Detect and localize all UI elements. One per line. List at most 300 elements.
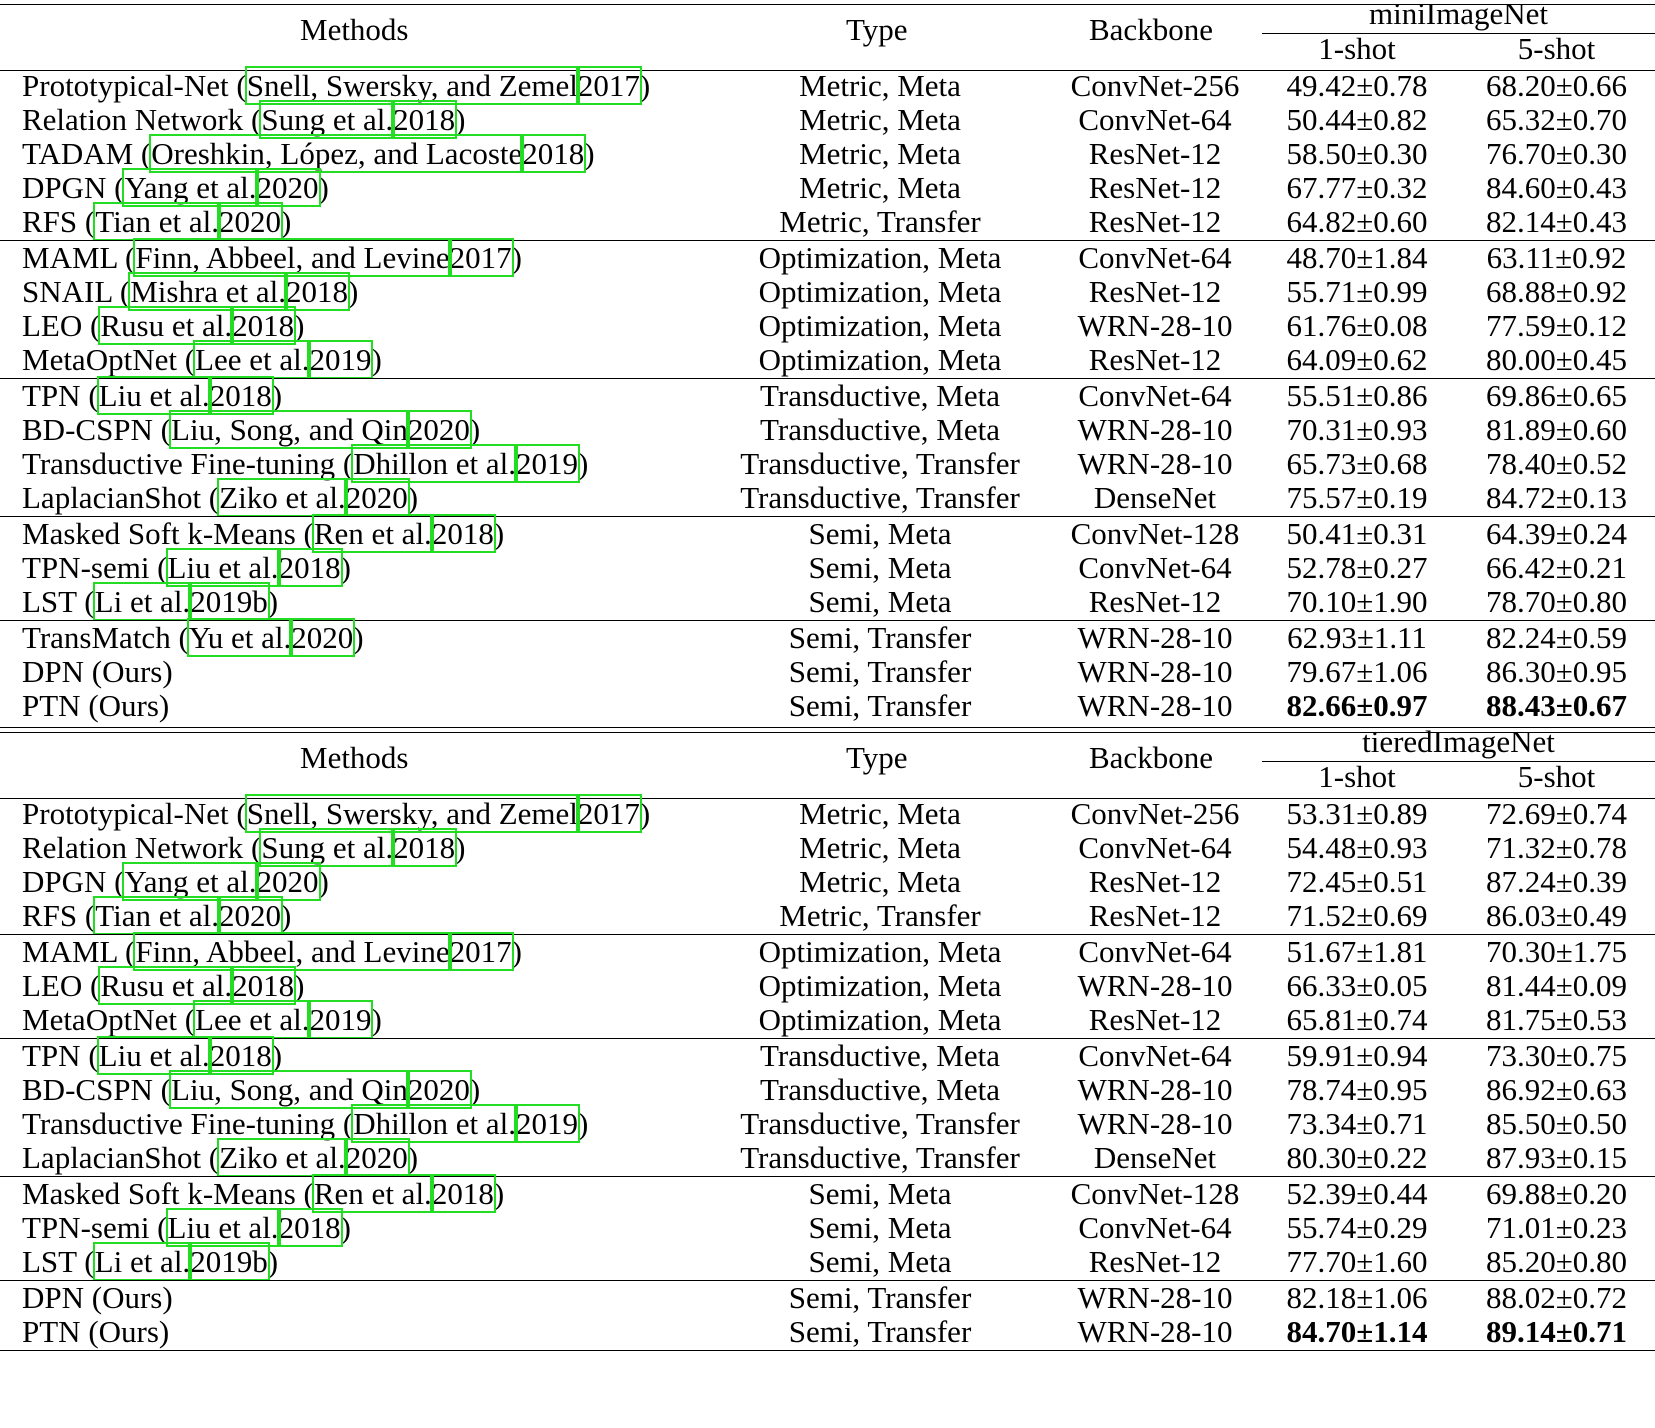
- backbone-cell: WRN-28-10: [1077, 446, 1233, 481]
- five-shot-cell: 71.32±0.78: [1485, 830, 1627, 865]
- method-label: TPN (: [22, 378, 99, 413]
- method-label: TransMatch (: [22, 620, 189, 655]
- method-label: BD-CSPN (: [22, 1072, 172, 1107]
- method-name: [22, 1314, 169, 1350]
- citation-authors-link[interactable]: Li et al.: [94, 584, 191, 619]
- backbone-cell: ConvNet-64: [1078, 1038, 1232, 1073]
- citation-authors-link[interactable]: Mishra et al.: [130, 274, 287, 309]
- header-dataset: miniImageNet: [1368, 0, 1549, 31]
- method-close-paren: ): [493, 516, 505, 551]
- method-name: [22, 1072, 480, 1108]
- method-name: [22, 1210, 351, 1246]
- method-label: LaplacianShot (: [22, 1140, 220, 1175]
- method-label: LEO (: [22, 968, 101, 1003]
- backbone-cell: ConvNet-64: [1078, 102, 1232, 137]
- method-label: Prototypical-Net (: [22, 796, 247, 831]
- method-name: [22, 136, 595, 172]
- one-shot-cell: 61.76±0.08: [1286, 308, 1428, 343]
- backbone-cell: ConvNet-128: [1070, 1176, 1240, 1211]
- method-name: [22, 170, 329, 206]
- method-name: [22, 1176, 504, 1212]
- method-close-paren: ): [353, 620, 364, 655]
- citation-year-link[interactable]: 2020: [345, 1140, 408, 1175]
- method-close-paren: ): [511, 934, 522, 969]
- type-cell: Semi, Meta: [808, 516, 952, 551]
- method-name: [22, 480, 418, 516]
- citation-authors-link[interactable]: Snell, Swersky, and Zemel: [246, 796, 578, 831]
- table-row: [0, 864, 1655, 900]
- table-row: [0, 1210, 1655, 1246]
- table-row: [0, 1244, 1655, 1280]
- backbone-cell: ConvNet-64: [1078, 378, 1232, 413]
- one-shot-cell: 58.50±0.30: [1286, 136, 1428, 171]
- method-name: [22, 68, 650, 104]
- table-row: [0, 342, 1655, 378]
- five-shot-cell: 85.20±0.80: [1485, 1244, 1627, 1279]
- method-close-paren: ): [318, 864, 329, 899]
- type-cell: Metric, Meta: [799, 796, 961, 831]
- type-cell: Optimization, Meta: [758, 342, 1002, 377]
- backbone-cell: WRN-28-10: [1077, 1314, 1233, 1349]
- results-table-tieredimagenet: [0, 724, 1655, 1428]
- citation-year-link[interactable]: 2017: [449, 934, 512, 969]
- five-shot-cell: 82.14±0.43: [1485, 204, 1627, 239]
- type-cell: Transductive, Meta: [760, 1038, 1000, 1073]
- citation-year-link[interactable]: 2018: [278, 550, 341, 585]
- method-close-paren: ): [267, 584, 279, 619]
- citation-year-link[interactable]: 2018: [431, 516, 494, 551]
- method-label: DPGN (: [22, 864, 125, 899]
- table-row: [0, 968, 1655, 1004]
- backbone-cell: WRN-28-10: [1077, 968, 1233, 1003]
- citation-authors-link[interactable]: Liu, Song, and Qin: [171, 1072, 408, 1107]
- five-shot-cell: 65.32±0.70: [1485, 102, 1627, 137]
- citation-authors-link[interactable]: Finn, Abbeel, and Levine: [135, 240, 450, 275]
- table-row: [0, 1314, 1655, 1350]
- table-row: [0, 480, 1655, 516]
- method-close-paren: ): [340, 550, 351, 585]
- one-shot-cell: 72.45±0.51: [1286, 864, 1428, 899]
- citation-authors-link[interactable]: Yang et al.: [124, 170, 257, 205]
- method-label: MetaOptNet (: [22, 342, 196, 377]
- table-row: [0, 550, 1655, 586]
- five-shot-cell: 81.44±0.09: [1485, 968, 1627, 1003]
- five-shot-cell: 84.72±0.13: [1485, 480, 1627, 515]
- five-shot-cell: 85.50±0.50: [1485, 1106, 1627, 1141]
- type-cell: Optimization, Meta: [758, 1002, 1002, 1037]
- citation-authors-link[interactable]: Liu et al.: [98, 1038, 210, 1073]
- five-shot-cell: 70.30±1.75: [1485, 934, 1627, 969]
- citation-year-link[interactable]: 2020: [407, 412, 470, 447]
- citation-authors-link[interactable]: Rusu et al.: [100, 308, 233, 343]
- citation-authors-link[interactable]: Li et al.: [94, 1244, 191, 1279]
- method-label: MAML (: [22, 934, 136, 969]
- table-row: [0, 136, 1655, 172]
- citation-authors-link[interactable]: Yu et al.: [188, 620, 292, 655]
- method-close-paren: ): [577, 446, 589, 481]
- type-cell: Semi, Meta: [808, 584, 952, 619]
- type-cell: Metric, Meta: [799, 68, 961, 103]
- type-cell: Semi, Transfer: [788, 620, 972, 655]
- one-shot-cell: 73.34±0.71: [1286, 1106, 1428, 1141]
- header-type: Type: [846, 740, 908, 775]
- method-label: RFS (: [22, 204, 96, 239]
- five-shot-cell: 81.75±0.53: [1485, 1002, 1627, 1037]
- backbone-cell: WRN-28-10: [1077, 1072, 1233, 1107]
- method-close-paren: ): [407, 480, 419, 515]
- citation-year-link[interactable]: 2018: [393, 102, 456, 137]
- one-shot-cell: 70.31±0.93: [1286, 412, 1428, 447]
- table-row: [0, 1002, 1655, 1038]
- header-backbone: Backbone: [1089, 12, 1213, 47]
- citation-year-link[interactable]: 2019: [309, 342, 372, 377]
- table-row: [0, 412, 1655, 448]
- method-label: RFS (: [22, 898, 96, 933]
- one-shot-cell: 77.70±1.60: [1286, 1244, 1428, 1279]
- table-row: [0, 68, 1655, 104]
- table-row: [0, 654, 1655, 690]
- citation-year-link[interactable]: 2020: [345, 480, 408, 515]
- method-close-paren: ): [318, 170, 329, 205]
- table-row: [0, 102, 1655, 138]
- type-cell: Metric, Meta: [799, 864, 961, 899]
- one-shot-cell: 62.93±1.11: [1287, 620, 1427, 655]
- one-shot-cell: 64.09±0.62: [1286, 342, 1428, 377]
- citation-year-link[interactable]: 2020: [407, 1072, 470, 1107]
- citation-authors-link[interactable]: Liu et al.: [167, 550, 279, 585]
- five-shot-cell: 80.00±0.45: [1485, 342, 1627, 377]
- one-shot-cell: 67.77±0.32: [1286, 170, 1428, 205]
- five-shot-cell: 86.03±0.49: [1485, 898, 1627, 933]
- header-dataset: tieredImageNet: [1362, 724, 1555, 759]
- citation-year-link[interactable]: 2017: [577, 796, 640, 831]
- method-close-paren: ): [511, 240, 522, 275]
- citation-year-link[interactable]: 2019: [515, 446, 578, 481]
- type-cell: Optimization, Meta: [758, 274, 1002, 309]
- method-close-paren: ): [469, 412, 481, 447]
- header-5-shot: 5-shot: [1517, 759, 1596, 794]
- method-label: Masked Soft k-Means (: [22, 1176, 314, 1211]
- five-shot-cell: 68.88±0.92: [1485, 274, 1627, 309]
- method-label: TPN (: [22, 1038, 99, 1073]
- header-5-shot: 5-shot: [1517, 31, 1596, 66]
- method-label: DPGN (: [22, 170, 125, 205]
- five-shot-cell: 84.60±0.43: [1485, 170, 1627, 205]
- backbone-cell: ResNet-12: [1088, 204, 1222, 239]
- method-name: [22, 898, 291, 934]
- five-shot-cell: 63.11±0.92: [1486, 240, 1627, 275]
- method-close-paren: ): [340, 1210, 351, 1245]
- table-row: [0, 796, 1655, 832]
- one-shot-cell: 65.73±0.68: [1286, 446, 1428, 481]
- method-name: [22, 830, 465, 866]
- one-shot-cell: 75.57±0.19: [1286, 480, 1428, 515]
- citation-year-link[interactable]: 2018: [393, 830, 456, 865]
- type-cell: Optimization, Meta: [758, 240, 1002, 275]
- citation-year-link[interactable]: 2018: [522, 136, 585, 171]
- backbone-cell: ResNet-12: [1088, 584, 1222, 619]
- type-cell: Metric, Transfer: [779, 204, 981, 239]
- citation-year-link[interactable]: 2020: [218, 898, 281, 933]
- header-1-shot: 1-shot: [1318, 759, 1396, 794]
- table-row: [0, 830, 1655, 866]
- one-shot-cell: 66.33±0.05: [1286, 968, 1428, 1003]
- method-name: [22, 308, 304, 344]
- method-label: Masked Soft k-Means (: [22, 516, 314, 551]
- type-cell: Transductive, Transfer: [740, 1106, 1020, 1141]
- citation-authors-link[interactable]: Dhillon et al.: [353, 1106, 516, 1141]
- one-shot-cell: 50.44±0.82: [1286, 102, 1428, 137]
- type-cell: Transductive, Meta: [760, 1072, 1000, 1107]
- citation-year-link[interactable]: 2020: [256, 170, 319, 205]
- citation-authors-link[interactable]: Ziko et al.: [219, 1140, 346, 1175]
- method-name: [22, 688, 169, 724]
- type-cell: Optimization, Meta: [758, 934, 1002, 969]
- backbone-cell: WRN-28-10: [1077, 412, 1233, 447]
- table-row: [0, 620, 1655, 656]
- method-name: [22, 240, 522, 276]
- method-close-paren: ): [280, 204, 292, 239]
- backbone-cell: ConvNet-256: [1070, 68, 1240, 103]
- citation-authors-link[interactable]: Dhillon et al.: [353, 446, 516, 481]
- five-shot-cell: 87.24±0.39: [1485, 864, 1627, 899]
- citation-authors-link[interactable]: Liu et al.: [167, 1210, 279, 1245]
- citation-authors-link[interactable]: Liu, Song, and Qin: [171, 412, 408, 447]
- citation-year-link[interactable]: 2018: [209, 1038, 272, 1073]
- method-label: Prototypical-Net (: [22, 68, 247, 103]
- citation-authors-link[interactable]: Finn, Abbeel, and Levine: [135, 934, 450, 969]
- one-shot-cell: 52.39±0.44: [1286, 1176, 1428, 1211]
- method-name: [22, 1106, 588, 1142]
- citation-year-link[interactable]: 2018: [232, 968, 295, 1003]
- backbone-cell: WRN-28-10: [1077, 688, 1233, 723]
- citation-year-link[interactable]: 2017: [449, 240, 512, 275]
- five-shot-cell: 73.30±0.75: [1485, 1038, 1627, 1073]
- citation-year-link[interactable]: 2018: [209, 378, 272, 413]
- method-name: [22, 796, 650, 832]
- citation-authors-link[interactable]: Tian et al.: [95, 204, 219, 239]
- citation-authors-link[interactable]: Yang et al.: [124, 864, 257, 899]
- method-label: Transductive Fine-tuning (: [22, 446, 354, 481]
- table-row: [0, 204, 1655, 240]
- citation-year-link[interactable]: 2018: [431, 1176, 494, 1211]
- method-name: [22, 584, 278, 620]
- backbone-cell: ResNet-12: [1088, 170, 1222, 205]
- citation-authors-link[interactable]: Liu et al.: [98, 378, 210, 413]
- type-cell: Transductive, Transfer: [740, 446, 1020, 481]
- type-cell: Metric, Transfer: [779, 898, 981, 933]
- citation-authors-link[interactable]: Tian et al.: [95, 898, 219, 933]
- method-close-paren: ): [348, 274, 359, 309]
- citation-year-link[interactable]: 2018: [278, 1210, 341, 1245]
- table-row: [0, 1140, 1655, 1176]
- citation-year-link[interactable]: 2017: [577, 68, 640, 103]
- method-close-paren: ): [267, 1244, 279, 1279]
- method-name: [22, 1002, 382, 1038]
- citation-year-link[interactable]: 2019: [515, 1106, 578, 1141]
- backbone-cell: ConvNet-64: [1078, 830, 1232, 865]
- citation-year-link[interactable]: 2019: [309, 1002, 372, 1037]
- five-shot-cell: 82.24±0.59: [1485, 620, 1627, 655]
- one-shot-cell: 55.51±0.86: [1286, 378, 1428, 413]
- header-backbone: Backbone: [1089, 740, 1213, 775]
- method-name: [22, 864, 329, 900]
- five-shot-cell: 81.89±0.60: [1485, 412, 1627, 447]
- citation-authors-link[interactable]: Snell, Swersky, and Zemel: [246, 68, 578, 103]
- backbone-cell: ResNet-12: [1088, 1244, 1222, 1279]
- type-cell: Semi, Transfer: [788, 1314, 972, 1349]
- five-shot-cell: 78.70±0.80: [1485, 584, 1627, 619]
- backbone-cell: ConvNet-64: [1078, 934, 1232, 969]
- method-name: [22, 1140, 418, 1176]
- one-shot-cell: 52.78±0.27: [1286, 550, 1428, 585]
- backbone-cell: ConvNet-256: [1070, 796, 1240, 831]
- one-shot-cell: 50.41±0.31: [1286, 516, 1428, 551]
- method-name: [22, 1038, 282, 1074]
- method-label: TADAM (: [22, 136, 152, 171]
- citation-year-link[interactable]: 2020: [291, 620, 354, 655]
- method-name: [22, 968, 304, 1004]
- five-shot-cell: 88.02±0.72: [1485, 1280, 1627, 1315]
- five-shot-cell: 72.69±0.74: [1485, 796, 1627, 831]
- citation-authors-link[interactable]: Sung et al.: [261, 102, 394, 137]
- method-label: LST (: [22, 584, 95, 619]
- method-label: PTN (Ours): [22, 1314, 170, 1349]
- table-row: [0, 516, 1655, 552]
- one-shot-cell: 49.42±0.78: [1286, 68, 1428, 103]
- backbone-cell: ConvNet-64: [1078, 240, 1232, 275]
- one-shot-cell: 54.48±0.93: [1286, 830, 1428, 865]
- type-cell: Transductive, Meta: [760, 412, 1000, 447]
- five-shot-cell: 87.93±0.15: [1485, 1140, 1627, 1175]
- method-close-paren: ): [407, 1140, 419, 1175]
- method-name: [22, 102, 465, 138]
- citation-year-link[interactable]: 2020: [256, 864, 319, 899]
- method-name: [22, 934, 522, 970]
- method-name: [22, 274, 358, 310]
- five-shot-cell: 76.70±0.30: [1485, 136, 1627, 171]
- method-close-paren: ): [371, 342, 382, 377]
- type-cell: Optimization, Meta: [758, 968, 1002, 1003]
- backbone-cell: DenseNet: [1093, 480, 1217, 515]
- method-close-paren: ): [455, 830, 466, 865]
- method-label: Relation Network (: [22, 830, 262, 865]
- backbone-cell: ConvNet-128: [1070, 516, 1240, 551]
- type-cell: Semi, Meta: [808, 1244, 952, 1279]
- backbone-cell: ResNet-12: [1088, 342, 1222, 377]
- citation-authors-link[interactable]: Oreshkin, López, and Lacoste: [151, 136, 523, 171]
- type-cell: Semi, Transfer: [788, 688, 972, 723]
- method-label: Transductive Fine-tuning (: [22, 1106, 354, 1141]
- one-shot-cell: 53.31±0.89: [1286, 796, 1428, 831]
- method-name: [22, 446, 588, 482]
- table-row: [0, 378, 1655, 414]
- one-shot-cell: 48.70±1.84: [1286, 240, 1428, 275]
- citation-year-link[interactable]: 2019b: [190, 584, 268, 619]
- method-label: BD-CSPN (: [22, 412, 172, 447]
- citation-authors-link[interactable]: Ziko et al.: [219, 480, 346, 515]
- citation-year-link[interactable]: 2018: [286, 274, 349, 309]
- one-shot-cell: 80.30±0.22: [1286, 1140, 1428, 1175]
- citation-authors-link[interactable]: Rusu et al.: [100, 968, 233, 1003]
- citation-authors-link[interactable]: Lee et al.: [195, 342, 310, 377]
- backbone-cell: ConvNet-64: [1078, 1210, 1232, 1245]
- table-row: [0, 446, 1655, 482]
- citation-year-link[interactable]: 2019b: [190, 1244, 268, 1279]
- method-close-paren: ): [455, 102, 466, 137]
- table-row: [0, 584, 1655, 620]
- five-shot-cell: 64.39±0.24: [1485, 516, 1627, 551]
- one-shot-cell: 64.82±0.60: [1286, 204, 1428, 239]
- method-label: DPN (Ours): [22, 654, 173, 689]
- method-close-paren: ): [469, 1072, 481, 1107]
- one-shot-cell: 79.67±1.06: [1286, 654, 1428, 689]
- type-cell: Semi, Meta: [808, 550, 952, 585]
- table-row: [0, 274, 1655, 310]
- table-row: [0, 898, 1655, 934]
- header-type: Type: [846, 12, 908, 47]
- type-cell: Semi, Transfer: [788, 654, 972, 689]
- type-cell: Metric, Meta: [799, 170, 961, 205]
- table-row: [0, 240, 1655, 276]
- citation-authors-link[interactable]: Ren et al.: [313, 1176, 432, 1211]
- type-cell: Semi, Meta: [808, 1210, 952, 1245]
- one-shot-cell: 55.71±0.99: [1286, 274, 1428, 309]
- citation-authors-link[interactable]: Sung et al.: [261, 830, 394, 865]
- one-shot-cell: 70.10±1.90: [1286, 584, 1428, 619]
- table-row: [0, 170, 1655, 206]
- method-close-paren: ): [280, 898, 292, 933]
- backbone-cell: WRN-28-10: [1077, 1280, 1233, 1315]
- backbone-cell: WRN-28-10: [1077, 1106, 1233, 1141]
- citation-authors-link[interactable]: Ren et al.: [313, 516, 432, 551]
- one-shot-cell: 71.52±0.69: [1286, 898, 1428, 933]
- type-cell: Optimization, Meta: [758, 308, 1002, 343]
- type-cell: Transductive, Transfer: [740, 480, 1020, 515]
- backbone-cell: ResNet-12: [1088, 1002, 1222, 1037]
- five-shot-cell: 66.42±0.21: [1485, 550, 1627, 585]
- method-close-paren: ): [294, 308, 305, 343]
- method-name: [22, 1280, 173, 1316]
- citation-year-link[interactable]: 2020: [218, 204, 281, 239]
- method-close-paren: ): [577, 1106, 589, 1141]
- one-shot-cell: 82.66±0.97: [1286, 688, 1428, 723]
- method-label: TPN-semi (: [22, 550, 168, 585]
- type-cell: Semi, Transfer: [788, 1280, 972, 1315]
- method-name: [22, 654, 173, 690]
- method-close-paren: ): [639, 68, 651, 103]
- table-row: [0, 1038, 1655, 1074]
- type-cell: Metric, Meta: [799, 830, 961, 865]
- method-name: [22, 204, 291, 240]
- five-shot-cell: 69.86±0.65: [1485, 378, 1627, 413]
- citation-year-link[interactable]: 2018: [232, 308, 295, 343]
- method-close-paren: ): [271, 378, 283, 413]
- citation-authors-link[interactable]: Lee et al.: [195, 1002, 310, 1037]
- backbone-cell: WRN-28-10: [1077, 308, 1233, 343]
- one-shot-cell: 78.74±0.95: [1286, 1072, 1428, 1107]
- method-name: [22, 516, 504, 552]
- bottom-rule: [0, 1350, 1655, 1351]
- method-label: LaplacianShot (: [22, 480, 220, 515]
- one-shot-cell: 84.70±1.14: [1286, 1314, 1428, 1349]
- method-name: [22, 412, 480, 448]
- method-label: MetaOptNet (: [22, 1002, 196, 1037]
- backbone-cell: ResNet-12: [1088, 898, 1222, 933]
- method-close-paren: ): [493, 1176, 505, 1211]
- type-cell: Semi, Meta: [808, 1176, 952, 1211]
- table-row: [0, 688, 1655, 724]
